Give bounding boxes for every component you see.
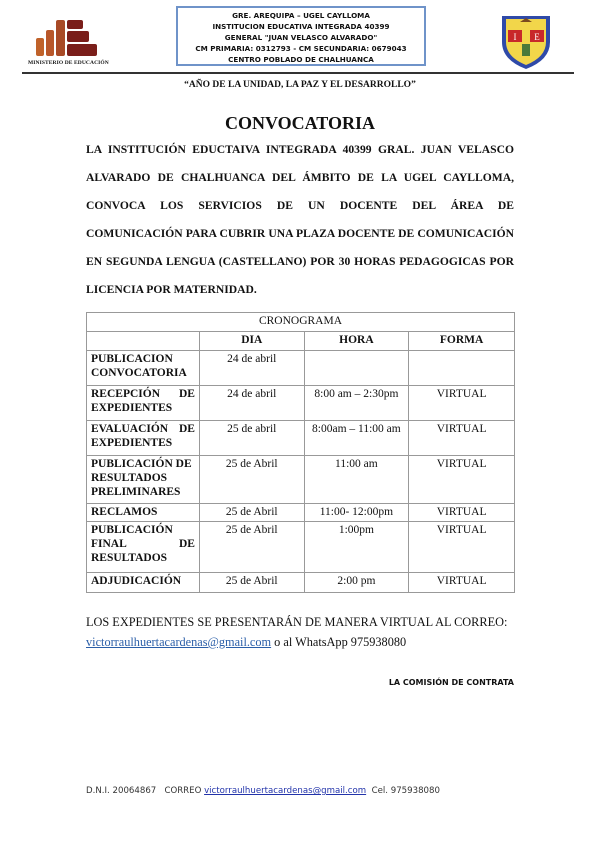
header-cell xyxy=(87,332,200,351)
announcement-body xyxy=(86,136,514,304)
header-line: GRE. AREQUIPA – UGEL CAYLLOMA xyxy=(232,11,370,20)
header-line: CM PRIMARIA: 0312793 - CM SECUNDARIA: 0679043 xyxy=(195,44,407,53)
header-line: CENTRO POBLADO DE CHALHUANCA xyxy=(228,55,374,64)
activity-cell: PUBLICACIÓN FINAL DE RESULTADOS xyxy=(87,522,200,573)
time-cell: 11:00 am xyxy=(304,456,409,504)
school-header-box xyxy=(176,6,426,66)
whatsapp-text: o al WhatsApp 975938080 xyxy=(271,635,407,649)
signature-label: LA COMISIÓN DE CONTRATA xyxy=(388,678,514,687)
email-link[interactable]: victorraulhuertacardenas@gmail.com xyxy=(86,635,272,649)
table-row xyxy=(87,386,515,421)
time-cell: 8:00am – 11:00 am xyxy=(304,421,409,456)
footer-email-link[interactable]: victorraulhuertacardenas@gmail.com xyxy=(204,786,367,796)
time-cell: 2:00 pm xyxy=(304,573,409,593)
activity-cell: PUBLICACIÓN DE RESULTADOS PRELIMINARES xyxy=(87,456,200,504)
year-motto: “AÑO DE LA UNIDAD, LA PAZ Y EL DESARROLLO” xyxy=(184,80,416,90)
date-cell: 25 de Abril xyxy=(199,504,304,522)
header-line: INSTITUCION EDUCATIVA INTEGRADA 40399 xyxy=(212,22,390,31)
activity-cell: RECLAMOS xyxy=(87,504,200,522)
date-cell: 24 de abril xyxy=(199,351,304,386)
header-cell: DIA xyxy=(199,332,304,351)
mode-cell: VIRTUAL xyxy=(409,421,515,456)
footer xyxy=(86,786,440,796)
time-cell xyxy=(304,351,409,386)
table-row xyxy=(87,522,515,573)
footer-dni: D.N.I. 20064867 CORREO xyxy=(86,786,205,796)
header-cell: HORA xyxy=(304,332,409,351)
time-cell: 11:00- 12:00pm xyxy=(304,504,409,522)
mode-cell: VIRTUAL xyxy=(409,573,515,593)
table-row xyxy=(87,351,515,386)
announcement-text: LA INSTITUCIÓN EDUCTAIVA INTEGRADA 40399 GRAL. JUAN VELASCO ALVARADO DE CHALHUANCA DEL ÁMBITO DE LA UGEL CAYLLOMA, CONVOCA LOS SERVICIOS DE UN DOCENTE DEL ÁREA DE COMUNICACIÓN PARA CUBRIR UNA PLAZA DOCENTE DE COMUNICACIÓN EN SEGUNDA LENGUA (CASTELLANO) POR 30 HORAS PEDAGOGICAS POR LICENCIA POR MATERNIDAD. xyxy=(86,143,514,296)
table-row xyxy=(87,573,515,593)
page-title: CONVOCATORIA xyxy=(225,113,375,133)
date-cell: 25 de Abril xyxy=(199,573,304,593)
schedule-table xyxy=(86,312,515,593)
school-crest-icon xyxy=(500,12,552,70)
mode-cell: VIRTUAL xyxy=(409,456,515,504)
date-cell: 25 de Abril xyxy=(199,456,304,504)
date-cell: 25 de Abril xyxy=(199,522,304,573)
mode-cell: VIRTUAL xyxy=(409,522,515,573)
ministry-label: MINISTERIO DE EDUCACIÓN xyxy=(28,60,109,66)
time-cell: 1:00pm xyxy=(304,522,409,573)
time-cell: 8:00 am – 2:30pm xyxy=(304,386,409,421)
svg-text:I: I xyxy=(513,32,517,42)
header-cell: FORMA xyxy=(409,332,515,351)
activity-cell: ADJUDICACIÓN xyxy=(87,573,200,593)
footer-phone: Cel. 975938080 xyxy=(366,786,440,796)
mode-cell xyxy=(409,351,515,386)
activity-cell: PUBLICACION CONVOCATORIA xyxy=(87,351,200,386)
table-row xyxy=(87,456,515,504)
date-cell: 25 de abril xyxy=(199,421,304,456)
header-divider xyxy=(22,72,574,74)
header-line: GENERAL "JUAN VELASCO ALVARADO" xyxy=(224,33,378,42)
svg-text:E: E xyxy=(534,32,540,42)
submission-note xyxy=(86,612,507,652)
date-cell: 24 de abril xyxy=(199,386,304,421)
ministry-logo xyxy=(36,16,100,56)
table-caption: CRONOGRAMA xyxy=(87,313,515,332)
table-row xyxy=(87,504,515,522)
mode-cell: VIRTUAL xyxy=(409,386,515,421)
table-header-row xyxy=(87,332,515,351)
note-text: LOS EXPEDIENTES SE PRESENTARÁN DE MANERA VIRTUAL AL CORREO: xyxy=(86,615,508,629)
table-row xyxy=(87,421,515,456)
activity-cell: EVALUACIÓN DE EXPEDIENTES xyxy=(87,421,200,456)
mode-cell: VIRTUAL xyxy=(409,504,515,522)
activity-cell: RECEPCIÓN DE EXPEDIENTES xyxy=(87,386,200,421)
